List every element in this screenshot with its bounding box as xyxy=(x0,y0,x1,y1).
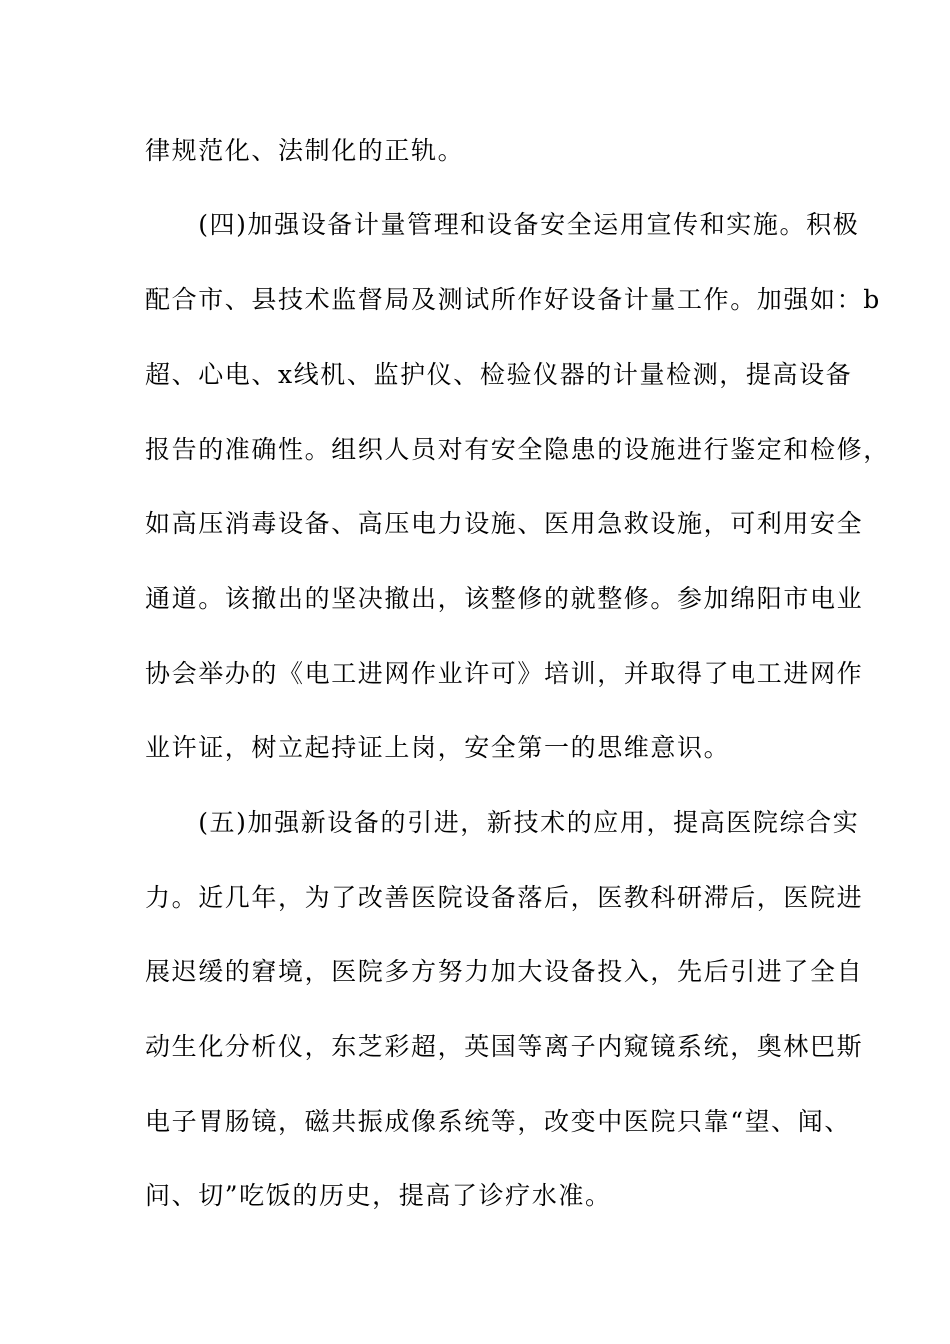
text-line: (五)加强新设备的引进，新技术的应用，提高医院综合实 xyxy=(145,808,860,837)
text-line: (四)加强设备计量管理和设备安全运用宣传和实施。积极 xyxy=(145,210,860,239)
text-line: 业许证，树立起持证上岗，安全第一的思维意识。 xyxy=(145,733,731,762)
text-line: 如高压消毒设备、高压电力设施、医用急救设施，可利用安全 xyxy=(145,509,864,538)
text-line: 通道。该撤出的坚决撤出，该整修的就整修。参加绵阳市电业 xyxy=(145,584,864,613)
text-line: 电子胃肠镜，磁共振成像系统等，改变中医院只靠“望、闻、 xyxy=(145,1107,851,1136)
text-line: 力。近几年，为了改善医院设备落后，医教科研滞后，医院进 xyxy=(145,883,864,912)
text-line: 动生化分析仪，东芝彩超，英国等离子内窥镜系统，奥林巴斯 xyxy=(145,1032,864,1061)
text-line: 协会举办的《电工进网作业许可》培训，并取得了电工进网作 xyxy=(145,659,864,688)
text-line: 问、切”吃饭的历史，提高了诊疗水准。 xyxy=(145,1181,612,1210)
text-line: 律规范化、法制化的正轨。 xyxy=(145,136,465,165)
text-line: 配合市、县技术监督局及测试所作好设备计量工作。加强如：b xyxy=(145,285,881,314)
text-line: 超、心电、x线机、监护仪、检验仪器的计量检测，提高设备 xyxy=(145,360,853,389)
text-line: 报告的准确性。组织人员对有安全隐患的设施进行鉴定和检修， xyxy=(145,435,890,464)
text-line: 展迟缓的窘境，医院多方努力加大设备投入，先后引进了全自 xyxy=(145,957,864,986)
